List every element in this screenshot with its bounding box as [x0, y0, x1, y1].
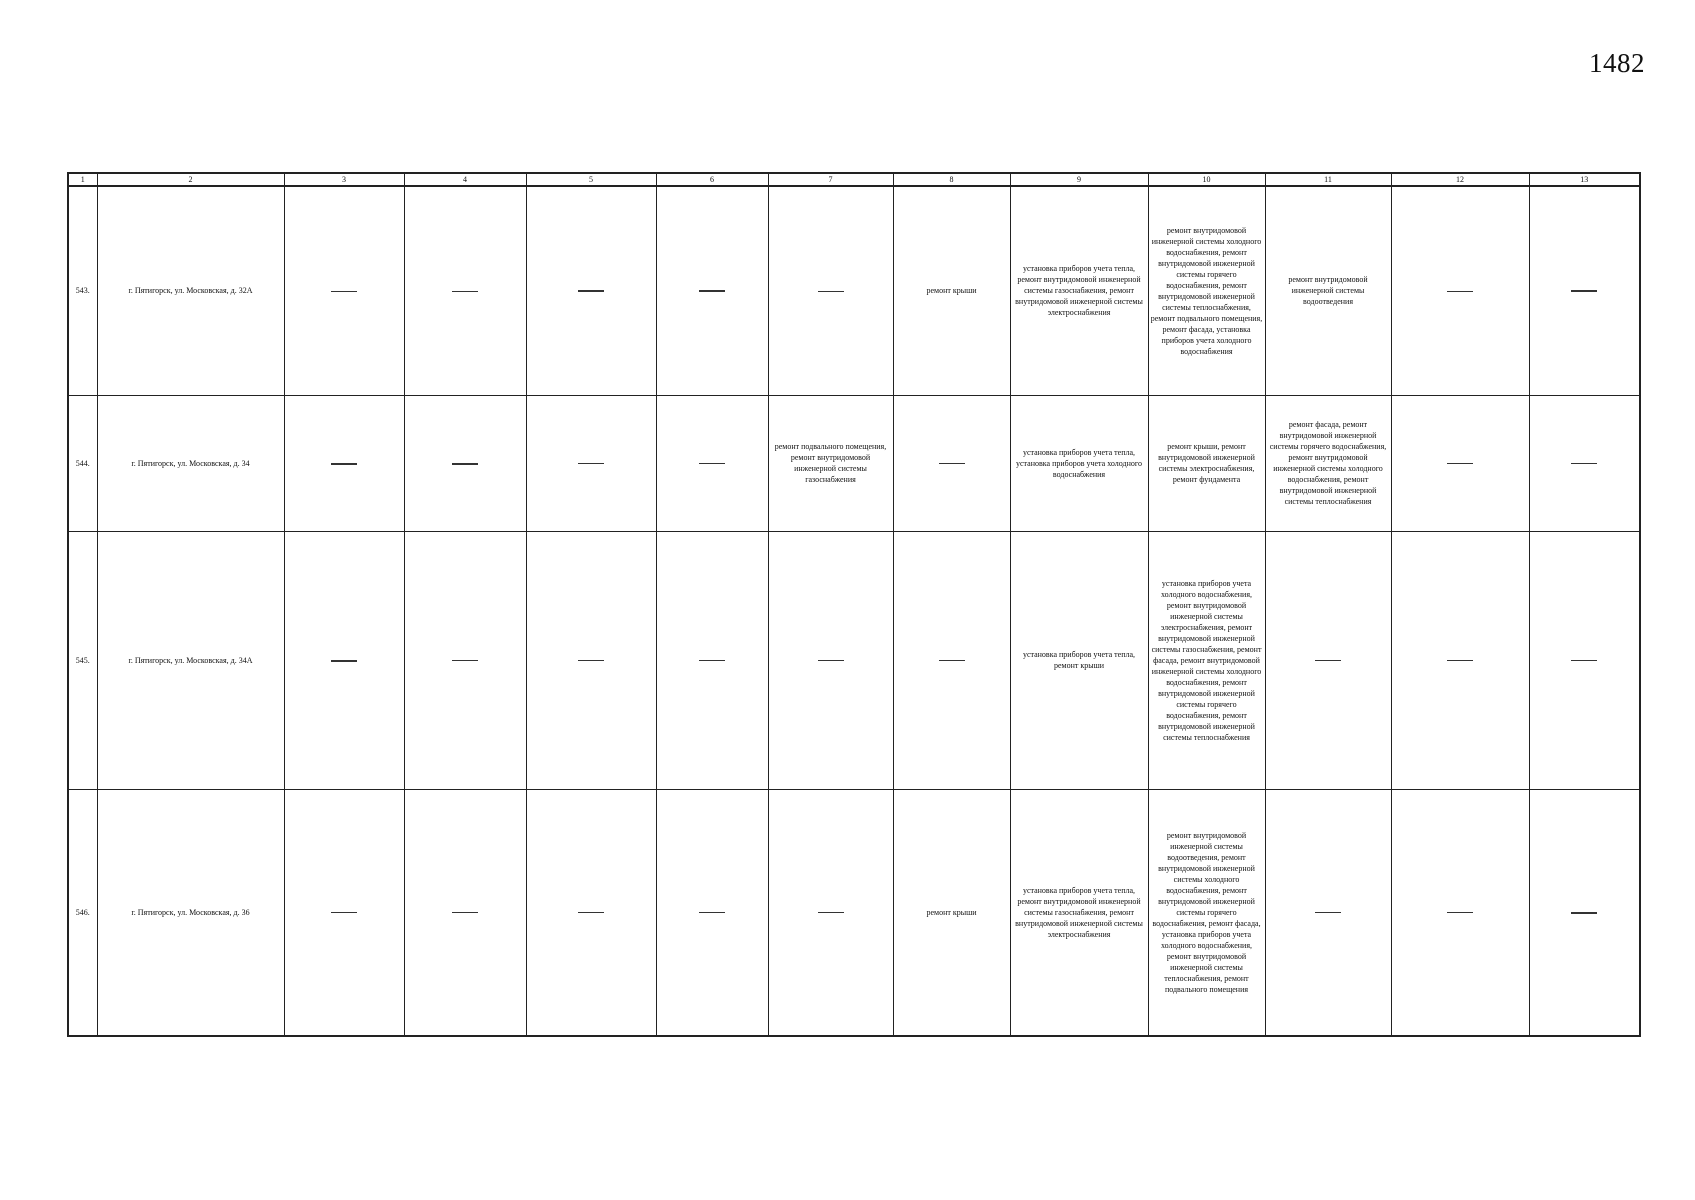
table-row	[68, 531, 1640, 789]
row-number: 544.	[68, 395, 97, 531]
column-header: 11	[1265, 173, 1391, 186]
dash-icon	[699, 660, 725, 661]
dash-icon	[331, 463, 357, 465]
table-row	[68, 789, 1640, 1036]
dash-icon	[452, 291, 478, 292]
dash-icon	[1447, 463, 1473, 464]
empty-cell	[1391, 531, 1529, 789]
dash-icon	[1315, 912, 1341, 913]
table-row	[68, 395, 1640, 531]
header-row	[68, 173, 1640, 186]
empty-cell	[284, 531, 404, 789]
dash-icon	[1571, 912, 1597, 914]
work-cell: ремонт внутридомовой инженерной системы холодного водоснабжения, ремонт внутридомовой инженерной системы горячего водоснабжения, ремонт внутридомовой инженерной системы теплоснабжения, ремонт подвального помещения, ремонт фасада, установка приборов учета холодного водоснабжения	[1148, 186, 1265, 395]
column-header: 10	[1148, 173, 1265, 186]
dash-icon	[818, 912, 844, 913]
dash-icon	[578, 912, 604, 913]
empty-cell	[526, 789, 656, 1036]
empty-cell	[656, 186, 768, 395]
empty-cell	[1265, 789, 1391, 1036]
empty-cell	[1529, 789, 1640, 1036]
empty-cell	[1529, 531, 1640, 789]
address-cell: г. Пятигорск, ул. Московская, д. 34А	[97, 531, 284, 789]
empty-cell	[893, 531, 1010, 789]
empty-cell	[404, 789, 526, 1036]
column-header: 9	[1010, 173, 1148, 186]
dash-icon	[578, 463, 604, 464]
dash-icon	[699, 463, 725, 464]
column-header: 4	[404, 173, 526, 186]
empty-cell	[526, 395, 656, 531]
empty-cell	[1265, 531, 1391, 789]
empty-cell	[526, 186, 656, 395]
work-cell: ремонт внутридомовой инженерной системы водоотведения, ремонт внутридомовой инженерной системы холодного водоснабжения, ремонт внутридомовой инженерной системы горячего водоснабжения, ремонт фасада, установка приборов учета холодного водоснабжения, ремонт внутридомовой инженерной системы теплоснабжения, ремонт подвального помещения	[1148, 789, 1265, 1036]
dash-icon	[939, 660, 965, 661]
work-cell: ремонт подвального помещения, ремонт внутридомовой инженерной системы газоснабжения	[768, 395, 893, 531]
row-number: 546.	[68, 789, 97, 1036]
dash-icon	[939, 463, 965, 464]
dash-icon	[331, 660, 357, 662]
row-number: 545.	[68, 531, 97, 789]
empty-cell	[404, 186, 526, 395]
column-header: 1	[68, 173, 97, 186]
dash-icon	[452, 660, 478, 661]
empty-cell	[404, 395, 526, 531]
dash-icon	[1571, 290, 1597, 292]
work-cell: установка приборов учета холодного водоснабжения, ремонт внутридомовой инженерной системы электроснабжения, ремонт внутридомовой инженерной системы газоснабжения, ремонт фасада, ремонт внутридомовой инженерной системы холодного водоснабжения, ремонт внутридомовой инженерной системы горячего водоснабжения, ремонт внутридомовой инженерной системы теплоснабжения	[1148, 531, 1265, 789]
dash-icon	[1571, 463, 1597, 464]
work-cell: ремонт крыши	[893, 186, 1010, 395]
empty-cell	[404, 531, 526, 789]
dash-icon	[699, 290, 725, 292]
empty-cell	[1391, 789, 1529, 1036]
dash-icon	[1447, 912, 1473, 913]
page-number: 1482	[1589, 48, 1645, 78]
work-cell: ремонт крыши	[893, 789, 1010, 1036]
column-header: 7	[768, 173, 893, 186]
column-header: 8	[893, 173, 1010, 186]
dash-icon	[699, 912, 725, 913]
column-header: 5	[526, 173, 656, 186]
empty-cell	[284, 789, 404, 1036]
column-header: 13	[1529, 173, 1640, 186]
column-numbers-header	[68, 173, 1640, 186]
dash-icon	[578, 660, 604, 661]
work-cell: установка приборов учета тепла, ремонт крыши	[1010, 531, 1148, 789]
empty-cell	[768, 531, 893, 789]
table-row	[68, 186, 1640, 395]
work-cell: установка приборов учета тепла, ремонт внутридомовой инженерной системы газоснабжения, ремонт внутридомовой инженерной системы электроснабжения	[1010, 186, 1148, 395]
empty-cell	[1529, 186, 1640, 395]
work-cell: ремонт фасада, ремонт внутридомовой инженерной системы горячего водоснабжения, ремонт внутридомовой инженерной системы холодного водоснабжения, ремонт внутридомовой инженерной системы теплоснабжения	[1265, 395, 1391, 531]
empty-cell	[284, 186, 404, 395]
empty-cell	[768, 186, 893, 395]
dash-icon	[331, 291, 357, 292]
empty-cell	[656, 789, 768, 1036]
column-header: 12	[1391, 173, 1529, 186]
dash-icon	[818, 660, 844, 661]
work-cell: установка приборов учета тепла, установка приборов учета холодного водоснабжения	[1010, 395, 1148, 531]
address-cell: г. Пятигорск, ул. Московская, д. 32А	[97, 186, 284, 395]
empty-cell	[893, 395, 1010, 531]
work-cell: ремонт внутридомовой инженерной системы водоотведения	[1265, 186, 1391, 395]
dash-icon	[578, 290, 604, 292]
dash-icon	[1447, 291, 1473, 292]
dash-icon	[1571, 660, 1597, 661]
empty-cell	[526, 531, 656, 789]
empty-cell	[656, 531, 768, 789]
dash-icon	[1315, 660, 1341, 661]
dash-icon	[1447, 660, 1473, 661]
address-cell: г. Пятигорск, ул. Московская, д. 36	[97, 789, 284, 1036]
row-number: 543.	[68, 186, 97, 395]
empty-cell	[1391, 395, 1529, 531]
empty-cell	[284, 395, 404, 531]
column-header: 6	[656, 173, 768, 186]
empty-cell	[768, 789, 893, 1036]
dash-icon	[452, 463, 478, 465]
column-header: 2	[97, 173, 284, 186]
dash-icon	[331, 912, 357, 913]
empty-cell	[656, 395, 768, 531]
column-header: 3	[284, 173, 404, 186]
empty-cell	[1391, 186, 1529, 395]
address-cell: г. Пятигорск, ул. Московская, д. 34	[97, 395, 284, 531]
repair-schedule-table	[67, 172, 1641, 1037]
work-cell: ремонт крыши, ремонт внутридомовой инженерной системы электроснабжения, ремонт фундамента	[1148, 395, 1265, 531]
dash-icon	[818, 291, 844, 292]
work-cell: установка приборов учета тепла, ремонт внутридомовой инженерной системы газоснабжения, ремонт внутридомовой инженерной системы электроснабжения	[1010, 789, 1148, 1036]
empty-cell	[1529, 395, 1640, 531]
dash-icon	[452, 912, 478, 913]
